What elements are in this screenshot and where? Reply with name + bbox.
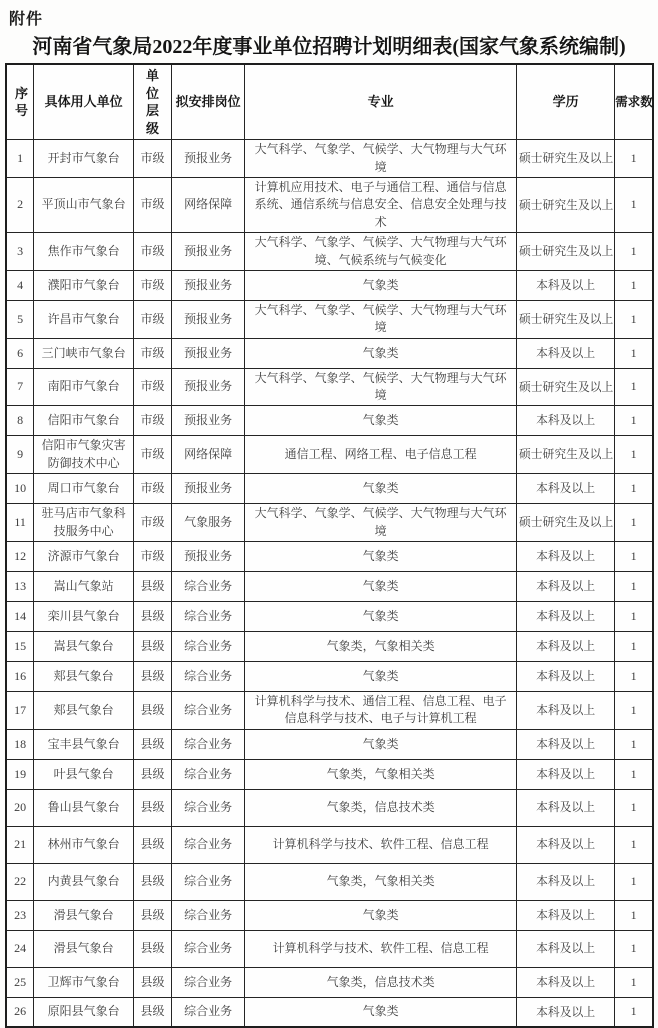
cell-major: 气象类 bbox=[245, 900, 517, 930]
cell-position: 综合业务 bbox=[172, 789, 245, 826]
cell-count: 1 bbox=[615, 270, 653, 300]
header-education: 学历 bbox=[516, 64, 614, 140]
cell-count: 1 bbox=[615, 789, 653, 826]
cell-education: 硕士研究生及以上 bbox=[516, 368, 614, 406]
header-unit: 具体用人单位 bbox=[34, 64, 134, 140]
table-row bbox=[6, 863, 653, 900]
cell-index: 11 bbox=[6, 504, 34, 542]
cell-position: 网络保障 bbox=[172, 177, 245, 232]
cell-count: 1 bbox=[615, 140, 653, 178]
cell-unit: 宝丰县气象台 bbox=[34, 729, 134, 759]
cell-count: 1 bbox=[615, 826, 653, 863]
cell-count: 1 bbox=[615, 930, 653, 967]
cell-unit: 嵩县气象台 bbox=[34, 632, 134, 662]
table-row bbox=[6, 474, 653, 504]
cell-level: 县级 bbox=[133, 900, 171, 930]
cell-position: 综合业务 bbox=[172, 967, 245, 997]
cell-unit: 南阳市气象台 bbox=[34, 368, 134, 406]
cell-level: 市级 bbox=[133, 177, 171, 232]
table-row bbox=[6, 602, 653, 632]
cell-index: 2 bbox=[6, 177, 34, 232]
cell-unit: 信阳市气象灾害防御技术中心 bbox=[34, 436, 134, 474]
attachment-label: 附件 bbox=[9, 11, 44, 28]
cell-unit: 焦作市气象台 bbox=[34, 233, 134, 271]
table-header-row bbox=[6, 64, 653, 140]
cell-level: 县级 bbox=[133, 826, 171, 863]
cell-index: 14 bbox=[6, 602, 34, 632]
cell-education: 硕士研究生及以上 bbox=[516, 504, 614, 542]
cell-index: 24 bbox=[6, 930, 34, 967]
cell-count: 1 bbox=[615, 436, 653, 474]
cell-unit: 原阳县气象台 bbox=[34, 997, 134, 1027]
cell-major: 计算机科学与技术、软件工程、信息工程 bbox=[245, 930, 517, 967]
cell-major: 气象类 bbox=[245, 662, 517, 692]
cell-education: 本科及以上 bbox=[516, 270, 614, 300]
cell-position: 综合业务 bbox=[172, 997, 245, 1027]
cell-level: 市级 bbox=[133, 406, 171, 436]
cell-count: 1 bbox=[615, 368, 653, 406]
cell-level: 县级 bbox=[133, 662, 171, 692]
cell-unit: 周口市气象台 bbox=[34, 474, 134, 504]
cell-index: 17 bbox=[6, 692, 34, 730]
table-row bbox=[6, 729, 653, 759]
cell-unit: 叶县气象台 bbox=[34, 759, 134, 789]
cell-index: 19 bbox=[6, 759, 34, 789]
cell-count: 1 bbox=[615, 474, 653, 504]
cell-position: 综合业务 bbox=[172, 826, 245, 863]
cell-level: 县级 bbox=[133, 632, 171, 662]
cell-education: 本科及以上 bbox=[516, 863, 614, 900]
cell-major: 计算机科学与技术、通信工程、信息工程、电子信息科学与技术、电子与计算机工程 bbox=[245, 692, 517, 730]
cell-count: 1 bbox=[615, 632, 653, 662]
cell-major: 气象类 bbox=[245, 542, 517, 572]
table-row bbox=[6, 140, 653, 178]
cell-position: 综合业务 bbox=[172, 930, 245, 967]
cell-position: 综合业务 bbox=[172, 863, 245, 900]
cell-major: 计算机应用技术、电子与通信工程、通信与信息系统、通信系统与信息安全、信息安全处理与技术 bbox=[245, 177, 517, 232]
cell-count: 1 bbox=[615, 662, 653, 692]
table-row bbox=[6, 233, 653, 271]
cell-index: 9 bbox=[6, 436, 34, 474]
cell-unit: 信阳市气象台 bbox=[34, 406, 134, 436]
cell-index: 12 bbox=[6, 542, 34, 572]
cell-level: 市级 bbox=[133, 474, 171, 504]
cell-index: 7 bbox=[6, 368, 34, 406]
cell-position: 预报业务 bbox=[172, 300, 245, 338]
cell-unit: 卫辉市气象台 bbox=[34, 967, 134, 997]
cell-index: 8 bbox=[6, 406, 34, 436]
cell-level: 市级 bbox=[133, 542, 171, 572]
cell-education: 硕士研究生及以上 bbox=[516, 140, 614, 178]
cell-level: 县级 bbox=[133, 997, 171, 1027]
cell-index: 5 bbox=[6, 300, 34, 338]
header-level: 单位层级 bbox=[133, 64, 171, 140]
cell-position: 预报业务 bbox=[172, 368, 245, 406]
table-row bbox=[6, 900, 653, 930]
cell-count: 1 bbox=[615, 177, 653, 232]
cell-unit: 三门峡市气象台 bbox=[34, 338, 134, 368]
table-row bbox=[6, 504, 653, 542]
cell-major: 大气科学、气象学、气候学、大气物理与大气环境 bbox=[245, 504, 517, 542]
cell-major: 气象类，信息技术类 bbox=[245, 967, 517, 997]
table-row bbox=[6, 572, 653, 602]
cell-level: 市级 bbox=[133, 338, 171, 368]
cell-position: 预报业务 bbox=[172, 406, 245, 436]
cell-unit: 栾川县气象台 bbox=[34, 602, 134, 632]
table-row bbox=[6, 789, 653, 826]
cell-education: 本科及以上 bbox=[516, 338, 614, 368]
cell-count: 1 bbox=[615, 863, 653, 900]
table-row bbox=[6, 406, 653, 436]
cell-index: 4 bbox=[6, 270, 34, 300]
cell-count: 1 bbox=[615, 300, 653, 338]
table-row bbox=[6, 662, 653, 692]
cell-education: 本科及以上 bbox=[516, 632, 614, 662]
header-major: 专业 bbox=[245, 64, 517, 140]
cell-education: 本科及以上 bbox=[516, 930, 614, 967]
cell-level: 县级 bbox=[133, 572, 171, 602]
cell-education: 硕士研究生及以上 bbox=[516, 436, 614, 474]
cell-index: 15 bbox=[6, 632, 34, 662]
cell-education: 本科及以上 bbox=[516, 474, 614, 504]
cell-major: 大气科学、气象学、气候学、大气物理与大气环境 bbox=[245, 140, 517, 178]
table-row bbox=[6, 270, 653, 300]
cell-level: 县级 bbox=[133, 602, 171, 632]
table-row bbox=[6, 338, 653, 368]
cell-level: 市级 bbox=[133, 233, 171, 271]
cell-count: 1 bbox=[615, 602, 653, 632]
table-row bbox=[6, 300, 653, 338]
cell-position: 预报业务 bbox=[172, 233, 245, 271]
cell-unit: 郏县气象台 bbox=[34, 662, 134, 692]
cell-position: 综合业务 bbox=[172, 572, 245, 602]
cell-index: 10 bbox=[6, 474, 34, 504]
cell-level: 市级 bbox=[133, 300, 171, 338]
cell-education: 本科及以上 bbox=[516, 759, 614, 789]
cell-education: 本科及以上 bbox=[516, 967, 614, 997]
cell-position: 预报业务 bbox=[172, 474, 245, 504]
table-row bbox=[6, 436, 653, 474]
cell-unit: 郏县气象台 bbox=[34, 692, 134, 730]
cell-education: 本科及以上 bbox=[516, 692, 614, 730]
cell-index: 26 bbox=[6, 997, 34, 1027]
cell-position: 气象服务 bbox=[172, 504, 245, 542]
table-row bbox=[6, 368, 653, 406]
cell-level: 市级 bbox=[133, 140, 171, 178]
cell-index: 3 bbox=[6, 233, 34, 271]
cell-major: 大气科学、气象学、气候学、大气物理与大气环境、气候系统与气候变化 bbox=[245, 233, 517, 271]
cell-position: 综合业务 bbox=[172, 729, 245, 759]
cell-education: 本科及以上 bbox=[516, 602, 614, 632]
cell-education: 本科及以上 bbox=[516, 572, 614, 602]
cell-unit: 济源市气象台 bbox=[34, 542, 134, 572]
cell-level: 县级 bbox=[133, 863, 171, 900]
cell-unit: 开封市气象台 bbox=[34, 140, 134, 178]
cell-index: 21 bbox=[6, 826, 34, 863]
cell-education: 本科及以上 bbox=[516, 789, 614, 826]
cell-index: 22 bbox=[6, 863, 34, 900]
cell-education: 本科及以上 bbox=[516, 826, 614, 863]
cell-count: 1 bbox=[615, 504, 653, 542]
cell-major: 大气科学、气象学、气候学、大气物理与大气环境 bbox=[245, 300, 517, 338]
cell-position: 预报业务 bbox=[172, 270, 245, 300]
cell-unit: 内黄县气象台 bbox=[34, 863, 134, 900]
table-row bbox=[6, 930, 653, 967]
table-row bbox=[6, 997, 653, 1027]
cell-index: 13 bbox=[6, 572, 34, 602]
cell-major: 气象类 bbox=[245, 997, 517, 1027]
cell-position: 综合业务 bbox=[172, 692, 245, 730]
cell-count: 1 bbox=[615, 967, 653, 997]
cell-major: 气象类 bbox=[245, 406, 517, 436]
cell-index: 20 bbox=[6, 789, 34, 826]
cell-level: 市级 bbox=[133, 504, 171, 542]
cell-position: 综合业务 bbox=[172, 662, 245, 692]
cell-position: 预报业务 bbox=[172, 542, 245, 572]
cell-major: 气象类 bbox=[245, 474, 517, 504]
recruitment-plan-table bbox=[5, 63, 654, 1028]
cell-level: 县级 bbox=[133, 729, 171, 759]
cell-level: 县级 bbox=[133, 789, 171, 826]
cell-count: 1 bbox=[615, 572, 653, 602]
cell-major: 气象类 bbox=[245, 270, 517, 300]
cell-position: 综合业务 bbox=[172, 602, 245, 632]
cell-level: 市级 bbox=[133, 270, 171, 300]
header-count: 需求数 bbox=[615, 64, 653, 140]
header-position: 拟安排岗位 bbox=[172, 64, 245, 140]
cell-unit: 许昌市气象台 bbox=[34, 300, 134, 338]
cell-unit: 鲁山县气象台 bbox=[34, 789, 134, 826]
table-row bbox=[6, 542, 653, 572]
table-row bbox=[6, 826, 653, 863]
cell-position: 预报业务 bbox=[172, 338, 245, 368]
cell-major: 大气科学、气象学、气候学、大气物理与大气环境 bbox=[245, 368, 517, 406]
cell-level: 市级 bbox=[133, 368, 171, 406]
cell-position: 综合业务 bbox=[172, 759, 245, 789]
cell-education: 硕士研究生及以上 bbox=[516, 300, 614, 338]
cell-index: 6 bbox=[6, 338, 34, 368]
cell-level: 市级 bbox=[133, 436, 171, 474]
cell-count: 1 bbox=[615, 759, 653, 789]
cell-unit: 林州市气象台 bbox=[34, 826, 134, 863]
cell-index: 25 bbox=[6, 967, 34, 997]
cell-major: 气象类，信息技术类 bbox=[245, 789, 517, 826]
cell-count: 1 bbox=[615, 406, 653, 436]
cell-level: 县级 bbox=[133, 692, 171, 730]
cell-position: 网络保障 bbox=[172, 436, 245, 474]
cell-education: 本科及以上 bbox=[516, 406, 614, 436]
cell-count: 1 bbox=[615, 233, 653, 271]
cell-major: 气象类 bbox=[245, 338, 517, 368]
cell-unit: 平顶山市气象台 bbox=[34, 177, 134, 232]
table-row bbox=[6, 177, 653, 232]
cell-index: 23 bbox=[6, 900, 34, 930]
cell-unit: 嵩山气象站 bbox=[34, 572, 134, 602]
cell-count: 1 bbox=[615, 542, 653, 572]
table-row bbox=[6, 632, 653, 662]
table-header bbox=[6, 64, 653, 140]
cell-count: 1 bbox=[615, 900, 653, 930]
cell-position: 综合业务 bbox=[172, 632, 245, 662]
page-title: 河南省气象局2022年度事业单位招聘计划明细表(国家气象系统编制) bbox=[32, 36, 626, 58]
cell-index: 16 bbox=[6, 662, 34, 692]
cell-unit: 滑县气象台 bbox=[34, 900, 134, 930]
cell-level: 县级 bbox=[133, 930, 171, 967]
cell-education: 本科及以上 bbox=[516, 729, 614, 759]
cell-major: 气象类 bbox=[245, 602, 517, 632]
cell-level: 县级 bbox=[133, 967, 171, 997]
cell-position: 预报业务 bbox=[172, 140, 245, 178]
cell-count: 1 bbox=[615, 692, 653, 730]
cell-count: 1 bbox=[615, 729, 653, 759]
cell-education: 本科及以上 bbox=[516, 900, 614, 930]
cell-level: 县级 bbox=[133, 759, 171, 789]
cell-major: 气象类，气象相关类 bbox=[245, 863, 517, 900]
header-index: 序号 bbox=[6, 64, 34, 140]
cell-education: 本科及以上 bbox=[516, 662, 614, 692]
cell-count: 1 bbox=[615, 338, 653, 368]
cell-major: 计算机科学与技术、软件工程、信息工程 bbox=[245, 826, 517, 863]
cell-unit: 濮阳市气象台 bbox=[34, 270, 134, 300]
cell-education: 硕士研究生及以上 bbox=[516, 233, 614, 271]
cell-unit: 驻马店市气象科技服务中心 bbox=[34, 504, 134, 542]
cell-position: 综合业务 bbox=[172, 900, 245, 930]
cell-education: 本科及以上 bbox=[516, 997, 614, 1027]
cell-education: 本科及以上 bbox=[516, 542, 614, 572]
cell-major: 通信工程、网络工程、电子信息工程 bbox=[245, 436, 517, 474]
cell-index: 18 bbox=[6, 729, 34, 759]
cell-major: 气象类 bbox=[245, 572, 517, 602]
cell-index: 1 bbox=[6, 140, 34, 178]
cell-unit: 滑县气象台 bbox=[34, 930, 134, 967]
table-row bbox=[6, 967, 653, 997]
cell-major: 气象类 bbox=[245, 729, 517, 759]
cell-major: 气象类，气象相关类 bbox=[245, 632, 517, 662]
cell-major: 气象类，气象相关类 bbox=[245, 759, 517, 789]
cell-count: 1 bbox=[615, 997, 653, 1027]
table-body bbox=[6, 140, 653, 1028]
table-row bbox=[6, 759, 653, 789]
table-row bbox=[6, 692, 653, 730]
cell-education: 硕士研究生及以上 bbox=[516, 177, 614, 232]
